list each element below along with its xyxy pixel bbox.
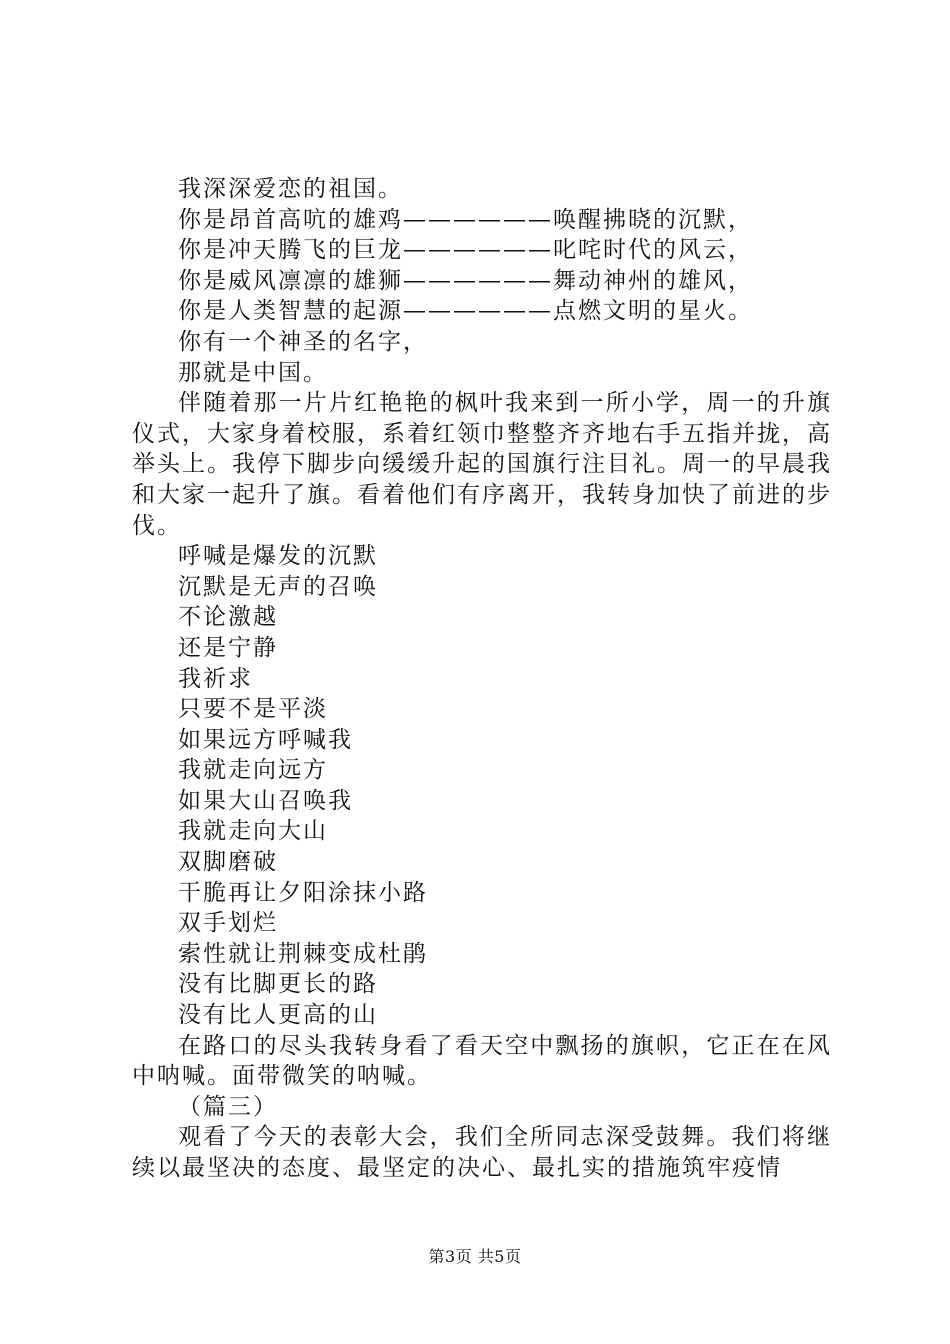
poem-line: 双手划烂	[178, 910, 278, 937]
poem-line: 没有比人更高的山	[178, 1002, 378, 1029]
section-label: （篇三）	[178, 1093, 278, 1120]
poem-line: 干脆再让夕阳涂抹小路	[178, 879, 428, 906]
poem-line: 你是昂首高吭的雄鸡——————唤醒拂晓的沉默，	[178, 206, 753, 233]
poem-line: 我就走向大山	[178, 818, 328, 845]
poem-line: 索性就让荆棘变成杜鹃	[178, 940, 428, 967]
body-paragraph: 在路口的尽头我转身看了看天空中飘扬的旗帜，它正在在风中呐喊。面带微笑的呐喊。	[132, 1032, 832, 1090]
poem-line: 你是冲天腾飞的巨龙——————叱咤时代的风云，	[178, 237, 753, 264]
poem-line: 你是威风凛凛的雄狮——————舞动神州的雄风，	[178, 267, 753, 294]
poem-line: 沉默是无声的召唤	[178, 573, 378, 600]
poem-line: 只要不是平淡	[178, 696, 328, 723]
body-paragraph: 伴随着那一片片红艳艳的枫叶我来到一所小学，周一的升旗仪式，大家身着校服，系着红领巾整整齐齐地右手五指并拢，高举头上。我停下脚步向缓缓升起的国旗行注目礼。周一的早晨我和大家一起升了旗。看着他们有序离开，我转身加快了前进的步伐。	[132, 390, 832, 539]
poem-line: 我深深爱恋的祖国。	[178, 176, 403, 202]
poem-line: 还是宁静	[178, 634, 278, 661]
poem-line: 如果远方呼喊我	[178, 726, 353, 753]
poem-line: 那就是中国。	[178, 359, 328, 386]
poem-line: 你有一个神圣的名字，	[178, 328, 428, 355]
poem-line: 没有比脚更长的路	[178, 971, 378, 998]
poem-line: 你是人类智慧的起源——————点燃文明的星火。	[178, 298, 753, 325]
poem-line: 呼喊是爆发的沉默	[178, 543, 378, 570]
poem-line: 如果大山召唤我	[178, 787, 353, 814]
page-footer: 第3页 共5页	[428, 1247, 522, 1266]
poem-line: 我就走向远方	[178, 757, 328, 784]
poem-line: 不论激越	[178, 604, 278, 631]
document-body	[132, 174, 832, 1184]
poem-line: 我祈求	[178, 665, 253, 692]
poem-line: 双脚磨破	[178, 849, 278, 876]
body-paragraph: 观看了今天的表彰大会，我们全所同志深受鼓舞。我们将继续以最坚决的态度、最坚定的决心、最扎实的措施筑牢疫情	[132, 1124, 832, 1181]
